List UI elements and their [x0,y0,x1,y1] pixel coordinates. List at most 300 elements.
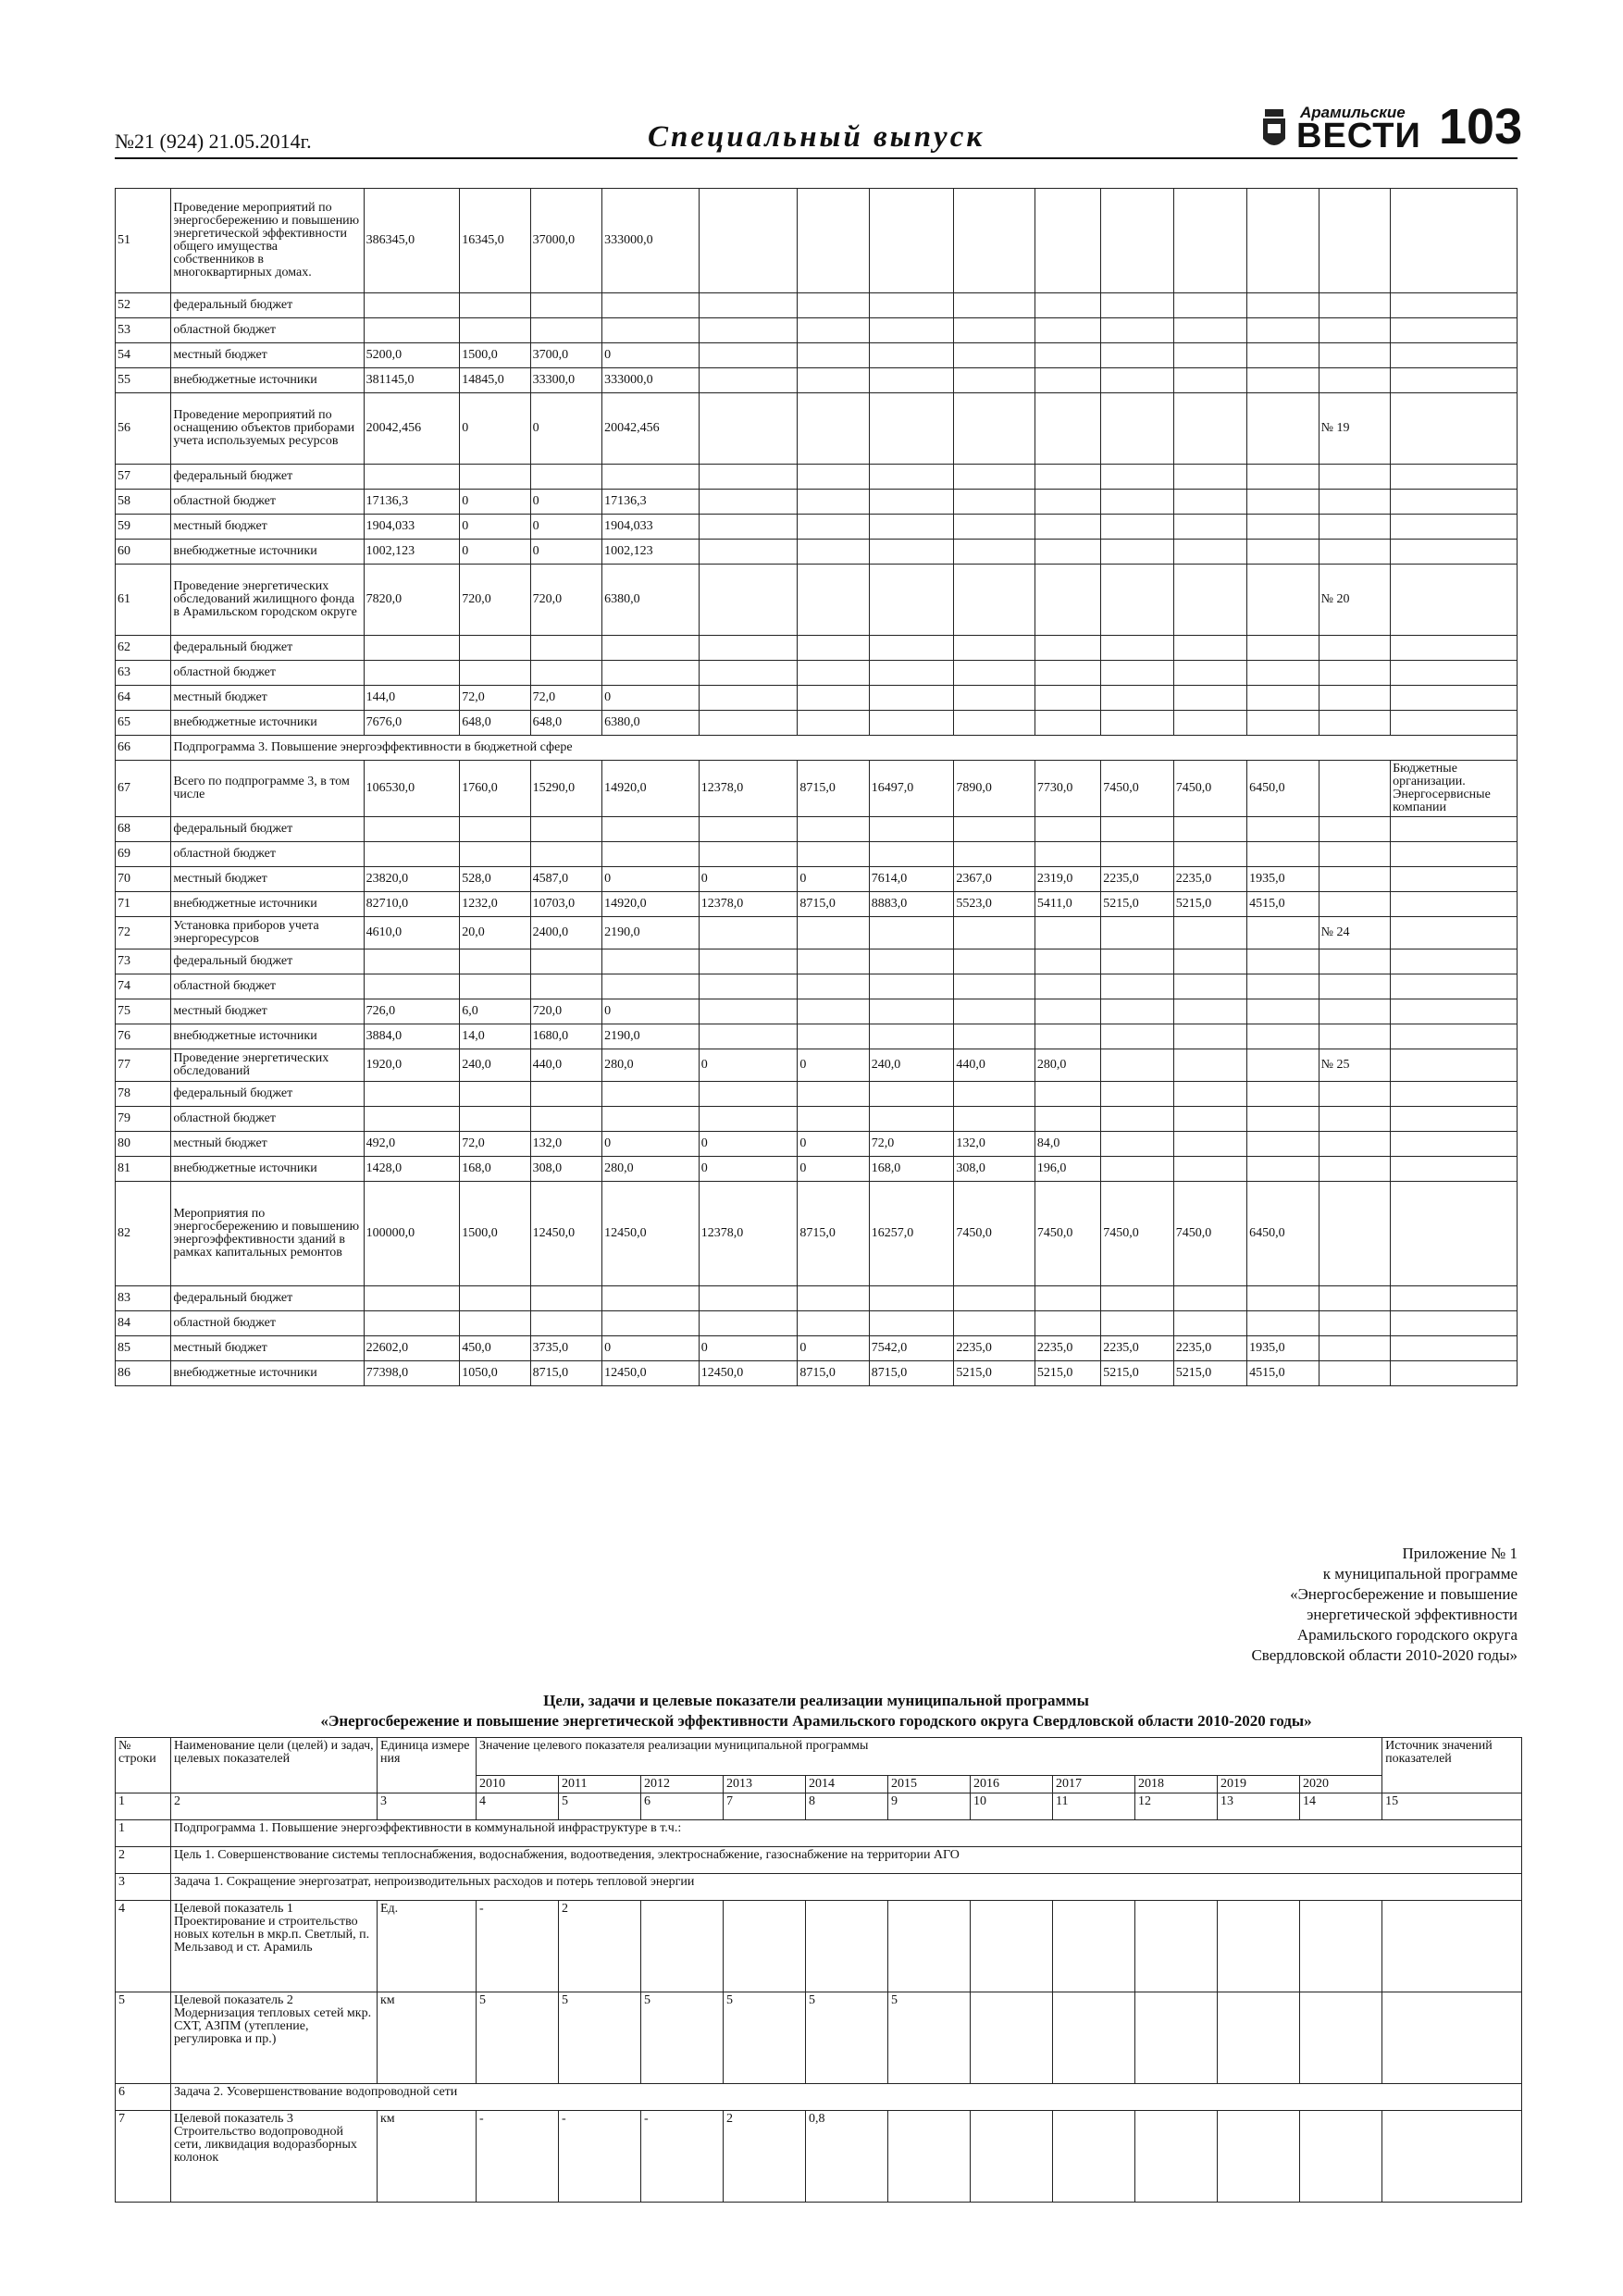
value-cell [798,711,869,736]
table-row [116,842,1518,867]
value-cell [1101,1311,1173,1336]
value-cell [602,817,700,842]
value-cell: 168,0 [460,1157,530,1182]
value-cell [1391,686,1518,711]
value-cell [798,565,869,636]
crest-icon [1258,105,1291,154]
value-cell: 0 [602,867,700,892]
value-cell [954,515,1035,540]
year-cell: 2013 [724,1776,806,1793]
value-cell [1101,917,1173,949]
value-cell [1035,465,1100,490]
value-cell: 12378,0 [699,1182,798,1286]
value-cell [798,949,869,974]
row-number: 75 [116,999,171,1024]
year-cell: 2011 [559,1776,641,1793]
table-row [116,189,1518,293]
value-cell [1382,1901,1522,1992]
table-row [116,736,1518,761]
value-cell [1391,867,1518,892]
value-cell [1391,949,1518,974]
value-cell [602,974,700,999]
caption-line-1: Цели, задачи и целевые показатели реализации муниципальной программы [543,1692,1089,1709]
value-cell [869,515,954,540]
value-cell [954,636,1035,661]
value-cell [888,2111,971,2203]
table-row [116,636,1518,661]
value-cell [1101,711,1173,736]
unit-cell: км [378,1992,477,2084]
targets-table [115,1737,1522,2203]
value-cell [460,293,530,318]
column-number: 9 [888,1793,971,1820]
value-cell [1319,189,1390,293]
value-cell [869,817,954,842]
value-cell [1319,515,1390,540]
value-cell [1173,817,1246,842]
value-cell [530,1286,601,1311]
value-cell: 7614,0 [869,867,954,892]
value-cell [1173,1082,1246,1107]
value-cell [1101,1286,1173,1311]
value-cell: 100000,0 [364,1182,460,1286]
value-cell [530,293,601,318]
value-cell: - [477,1901,559,1992]
table-row [116,817,1518,842]
value-cell [1247,393,1319,465]
value-cell: 0 [798,1132,869,1157]
value-cell [869,711,954,736]
table-row [116,1847,1522,1874]
value-cell [530,817,601,842]
value-cell: 450,0 [460,1336,530,1361]
value-cell: 5 [559,1992,641,2084]
value-cell [364,661,460,686]
value-cell: 0 [798,867,869,892]
value-cell [1173,565,1246,636]
value-cell [1173,949,1246,974]
column-number: 1 [116,1793,171,1820]
value-cell [1391,1336,1518,1361]
header-row [116,1738,1522,1776]
table-row [116,465,1518,490]
value-cell: 2235,0 [954,1336,1035,1361]
value-cell [699,917,798,949]
value-cell [602,1286,700,1311]
row-number: 83 [116,1286,171,1311]
value-cell [699,318,798,343]
value-cell: 132,0 [954,1132,1035,1157]
value-cell [1247,189,1319,293]
value-cell: 8715,0 [530,1361,601,1386]
row-label: местный бюджет [171,999,364,1024]
value-cell [364,817,460,842]
table-row [116,761,1518,817]
value-cell [1101,1082,1173,1107]
value-cell: 5 [888,1992,971,2084]
value-cell [1035,540,1100,565]
value-cell [1173,1157,1246,1182]
appendix-line: Свердловской области 2010-2020 годы» [1251,1646,1518,1664]
row-number: 6 [116,2084,171,2111]
value-cell [602,636,700,661]
header-divider [115,157,1518,159]
row-label: внебюджетные источники [171,540,364,565]
table-row [116,515,1518,540]
value-cell [954,686,1035,711]
table-row [116,1049,1518,1082]
value-cell [1319,293,1390,318]
value-cell [1319,892,1390,917]
table-row [116,318,1518,343]
value-cell [364,293,460,318]
value-cell [1391,1311,1518,1336]
value-cell: 12450,0 [699,1361,798,1386]
value-cell [364,842,460,867]
value-cell [1391,540,1518,565]
value-cell [1247,318,1319,343]
value-cell [798,974,869,999]
value-cell [1173,515,1246,540]
row-number: 55 [116,368,171,393]
row-number: 62 [116,636,171,661]
row-label: областной бюджет [171,318,364,343]
value-cell: 2190,0 [602,917,700,949]
value-cell [460,465,530,490]
value-cell [1247,465,1319,490]
value-cell [699,490,798,515]
value-cell [1391,1132,1518,1157]
value-cell [1247,1157,1319,1182]
column-number: 4 [477,1793,559,1820]
row-label: областной бюджет [171,1107,364,1132]
value-cell: - [559,2111,641,2203]
value-cell: 0 [699,1336,798,1361]
row-number: 68 [116,817,171,842]
value-cell [798,343,869,368]
value-cell [699,189,798,293]
value-cell [869,540,954,565]
indicator-name: Целевой показатель 2 Модернизация тепловых сетей мкр. СХТ, АЗПМ (утепление, регулировка и пр.) [171,1992,378,2084]
value-cell: 1935,0 [1247,867,1319,892]
value-cell: 8715,0 [798,1361,869,1386]
value-cell: 720,0 [530,565,601,636]
value-cell [869,293,954,318]
value-cell [530,636,601,661]
value-cell [798,661,869,686]
table-row [116,490,1518,515]
value-cell: 5215,0 [954,1361,1035,1386]
value-cell: 333000,0 [602,189,700,293]
value-cell [460,1311,530,1336]
value-cell: 14920,0 [602,761,700,817]
value-cell [798,465,869,490]
value-cell [1035,490,1100,515]
row-number: 76 [116,1024,171,1049]
value-cell: 16345,0 [460,189,530,293]
value-cell [1247,636,1319,661]
value-cell [1391,293,1518,318]
row-number: 74 [116,974,171,999]
row-label: федеральный бюджет [171,465,364,490]
value-cell [1391,974,1518,999]
value-cell [869,999,954,1024]
value-cell [1101,661,1173,686]
value-cell [1319,1107,1390,1132]
value-cell [602,465,700,490]
value-cell [1101,293,1173,318]
value-cell [699,817,798,842]
value-cell [699,1107,798,1132]
value-cell: 280,0 [602,1049,700,1082]
value-cell [1319,368,1390,393]
value-cell [1247,1107,1319,1132]
value-cell [602,661,700,686]
value-cell [1173,1024,1246,1049]
value-cell: № 25 [1319,1049,1390,1082]
value-cell: 23820,0 [364,867,460,892]
value-cell [460,974,530,999]
table-row [116,1992,1522,2084]
value-cell [1101,817,1173,842]
value-cell: 7890,0 [954,761,1035,817]
numbering-row [116,1793,1522,1820]
value-cell: 10703,0 [530,892,601,917]
value-cell [1101,565,1173,636]
value-cell [1035,515,1100,540]
table-row [116,1361,1518,1386]
table-row [116,711,1518,736]
value-cell: 0 [460,540,530,565]
value-cell: 0 [699,867,798,892]
value-cell [1300,1901,1382,1992]
value-cell [954,661,1035,686]
table-row [116,974,1518,999]
value-cell [1035,1082,1100,1107]
value-cell [460,661,530,686]
value-cell [699,949,798,974]
row-label: внебюджетные источники [171,1361,364,1386]
table-row [116,1286,1518,1311]
value-cell: 8715,0 [869,1361,954,1386]
value-cell [954,343,1035,368]
value-cell [1101,490,1173,515]
value-cell [1391,892,1518,917]
value-cell: 5215,0 [1101,1361,1173,1386]
column-number: 2 [171,1793,378,1820]
header-cell: Значение целевого показателя реализации муниципальной программы [477,1738,1382,1776]
value-cell [1247,1024,1319,1049]
header-cell: Единица измере ния [378,1738,477,1793]
value-cell [1247,1286,1319,1311]
value-cell [602,842,700,867]
value-cell [602,1107,700,1132]
table-row [116,867,1518,892]
value-cell [1247,343,1319,368]
table-row [116,999,1518,1024]
table-row [116,1901,1522,1992]
value-cell: 0,8 [806,2111,888,2203]
value-cell [1319,1157,1390,1182]
value-cell [1391,1049,1518,1082]
column-number: 10 [971,1793,1053,1820]
value-cell [1391,999,1518,1024]
value-cell [1319,343,1390,368]
value-cell [1173,1107,1246,1132]
value-cell [1319,1311,1390,1336]
row-number: 1 [116,1820,171,1847]
value-cell: 2190,0 [602,1024,700,1049]
value-cell [1391,842,1518,867]
value-cell: 3735,0 [530,1336,601,1361]
value-cell [530,974,601,999]
value-cell: 3884,0 [364,1024,460,1049]
row-label: местный бюджет [171,343,364,368]
value-cell: 5215,0 [1173,1361,1246,1386]
value-cell: 308,0 [954,1157,1035,1182]
value-cell [1319,1082,1390,1107]
value-cell [954,368,1035,393]
value-cell [798,368,869,393]
value-cell [1319,1336,1390,1361]
value-cell [1382,1992,1522,2084]
value-cell [1391,1082,1518,1107]
row-number: 70 [116,867,171,892]
column-number: 12 [1135,1793,1218,1820]
budget-table [115,188,1518,1386]
value-cell: 12450,0 [530,1182,601,1286]
value-cell [798,293,869,318]
column-number: 3 [378,1793,477,1820]
unit-cell: Ед. [378,1901,477,1992]
value-cell: 8715,0 [798,761,869,817]
table-row [116,540,1518,565]
value-cell: 5 [641,1992,724,2084]
table-row [116,2084,1522,2111]
value-cell: 2400,0 [530,917,601,949]
value-cell: 72,0 [530,686,601,711]
table-row [116,1874,1522,1901]
row-number: 4 [116,1901,171,1992]
value-cell: 4610,0 [364,917,460,949]
value-cell: 2235,0 [1035,1336,1100,1361]
value-cell: 6,0 [460,999,530,1024]
value-cell [1035,393,1100,465]
logo-main-text: ВЕСТИ [1296,117,1421,155]
table-row [116,1182,1518,1286]
value-cell [1319,867,1390,892]
value-cell [1391,1107,1518,1132]
value-cell [530,949,601,974]
value-cell [530,1107,601,1132]
value-cell: 381145,0 [364,368,460,393]
year-cell: 2020 [1300,1776,1382,1793]
row-label: внебюджетные источники [171,1157,364,1182]
value-cell: 2235,0 [1173,867,1246,892]
value-cell: 720,0 [460,565,530,636]
value-cell [699,515,798,540]
value-cell [954,490,1035,515]
value-cell [1319,1132,1390,1157]
value-cell: 72,0 [460,1132,530,1157]
page-number: 103 [1439,99,1523,155]
value-cell: 7542,0 [869,1336,954,1361]
value-cell [364,1311,460,1336]
value-cell [869,974,954,999]
value-cell: 6450,0 [1247,1182,1319,1286]
value-cell: 720,0 [530,999,601,1024]
value-cell [1101,368,1173,393]
value-cell: 20042,456 [602,393,700,465]
row-number: 69 [116,842,171,867]
section-heading: Подпрограмма 3. Повышение энергоэффективности в бюджетной сфере [171,736,1518,761]
value-cell: 2 [724,2111,806,2203]
value-cell [869,949,954,974]
value-cell: 440,0 [530,1049,601,1082]
value-cell: 82710,0 [364,892,460,917]
value-cell [1218,1992,1300,2084]
value-cell [1218,1901,1300,1992]
value-cell [971,1992,1053,2084]
value-cell [1319,842,1390,867]
value-cell [1391,1286,1518,1311]
row-number: 64 [116,686,171,711]
value-cell: 440,0 [954,1049,1035,1082]
value-cell [1319,974,1390,999]
value-cell [798,1024,869,1049]
value-cell [1391,1182,1518,1286]
value-cell [869,318,954,343]
column-number: 15 [1382,1793,1522,1820]
value-cell [1035,949,1100,974]
indicator-name: Целевой показатель 3 Строительство водопроводной сети, ликвидация водоразборных колонок [171,2111,378,2203]
row-number: 73 [116,949,171,974]
row-number: 3 [116,1874,171,1901]
row-label: внебюджетные источники [171,892,364,917]
row-number: 82 [116,1182,171,1286]
row-number: 61 [116,565,171,636]
value-cell: 0 [699,1157,798,1182]
value-cell [699,711,798,736]
table-row [116,393,1518,465]
value-cell [699,974,798,999]
value-cell: 6450,0 [1247,761,1319,817]
table-row [116,1082,1518,1107]
page-title: Специальный выпуск [648,120,985,154]
value-cell [364,318,460,343]
row-label: местный бюджет [171,1336,364,1361]
row-label: Установка приборов учета энергоресурсов [171,917,364,949]
value-cell: 17136,3 [364,490,460,515]
value-cell [1035,817,1100,842]
value-cell [364,636,460,661]
value-cell [1391,490,1518,515]
row-number: 86 [116,1361,171,1386]
value-cell [1391,1361,1518,1386]
value-cell [530,1082,601,1107]
table-row [116,1820,1522,1847]
value-cell [1173,636,1246,661]
row-label: Проведение мероприятий по энергосбережению и повышению энергетической эффективности общего имущества собственников в многоквартирных домах. [171,189,364,293]
value-cell: 2235,0 [1173,1336,1246,1361]
value-cell [1247,711,1319,736]
row-label: местный бюджет [171,515,364,540]
value-cell: 1428,0 [364,1157,460,1182]
value-cell [1101,465,1173,490]
value-cell: 386345,0 [364,189,460,293]
appendix-line: к муниципальной программе [1322,1565,1518,1582]
value-cell: 1904,033 [602,515,700,540]
